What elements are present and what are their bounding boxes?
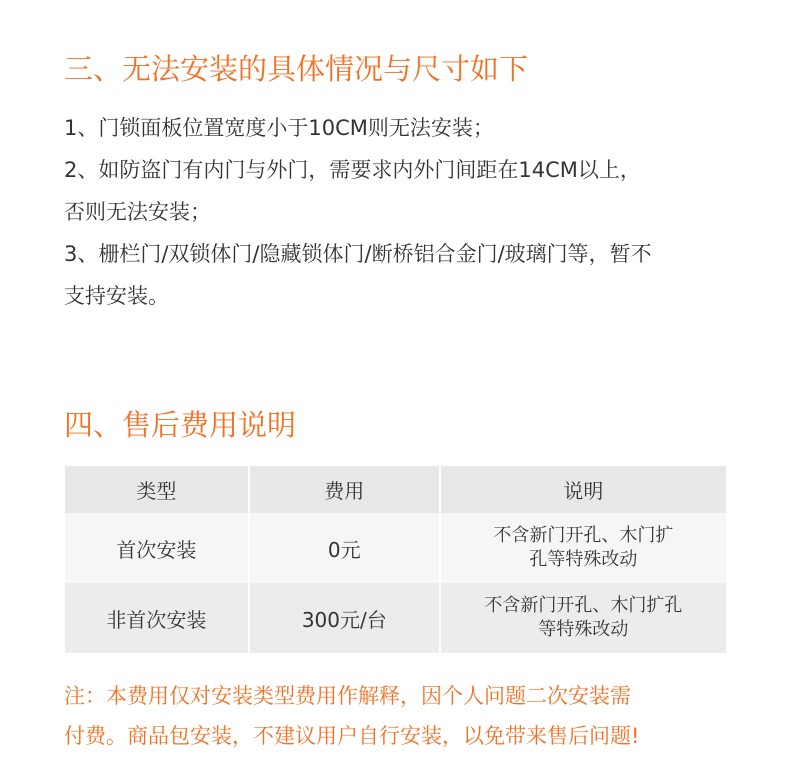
- cell-fee: 300元/台: [249, 583, 440, 653]
- header-fee: 费用: [249, 466, 440, 513]
- restriction-line: 3、栅栏门/双锁体门/隐藏锁体门/断桥铝合金门/玻璃门等，暂不: [64, 242, 652, 266]
- restriction-line: 2、如防盗门有内门与外门，需要求内外门间距在14CM以上，: [64, 158, 641, 182]
- section-4-title: 四、售后费用说明: [64, 408, 297, 442]
- note-line: 注：本费用仅对安装类型费用作解释，因个人问题二次安装需: [64, 684, 631, 708]
- cell-fee: 0元: [249, 513, 440, 583]
- note-line: 付费。商品包安装，不建议用户自行安装，以免带来售后问题!: [64, 724, 640, 748]
- table-row: [65, 583, 726, 653]
- section-3-title: 三、无法安装的具体情况与尺寸如下: [64, 52, 529, 86]
- fee-note: [64, 676, 744, 756]
- cell-desc: [440, 583, 726, 653]
- cell-desc: [440, 513, 726, 583]
- installation-restrictions: [64, 107, 744, 317]
- desc-line: 不含新门开孔、木门扩孔: [484, 595, 683, 616]
- restriction-line: 1、门锁面板位置宽度小于10CM则无法安装；: [64, 116, 494, 140]
- table-header-row: [65, 466, 726, 513]
- header-desc: 说明: [440, 466, 726, 513]
- cell-type: 非首次安装: [65, 583, 249, 653]
- cell-type: 首次安装: [65, 513, 249, 583]
- desc-line: 等特殊改动: [538, 619, 629, 640]
- fee-table: [65, 466, 726, 653]
- table-row: [65, 513, 726, 583]
- desc-line: 孔等特殊改动: [529, 549, 638, 570]
- restriction-line: 否则无法安装；: [64, 200, 211, 224]
- restriction-line: 支持安装。: [64, 284, 169, 308]
- desc-line: 不含新门开孔、木门扩: [493, 525, 674, 546]
- header-type: 类型: [65, 466, 249, 513]
